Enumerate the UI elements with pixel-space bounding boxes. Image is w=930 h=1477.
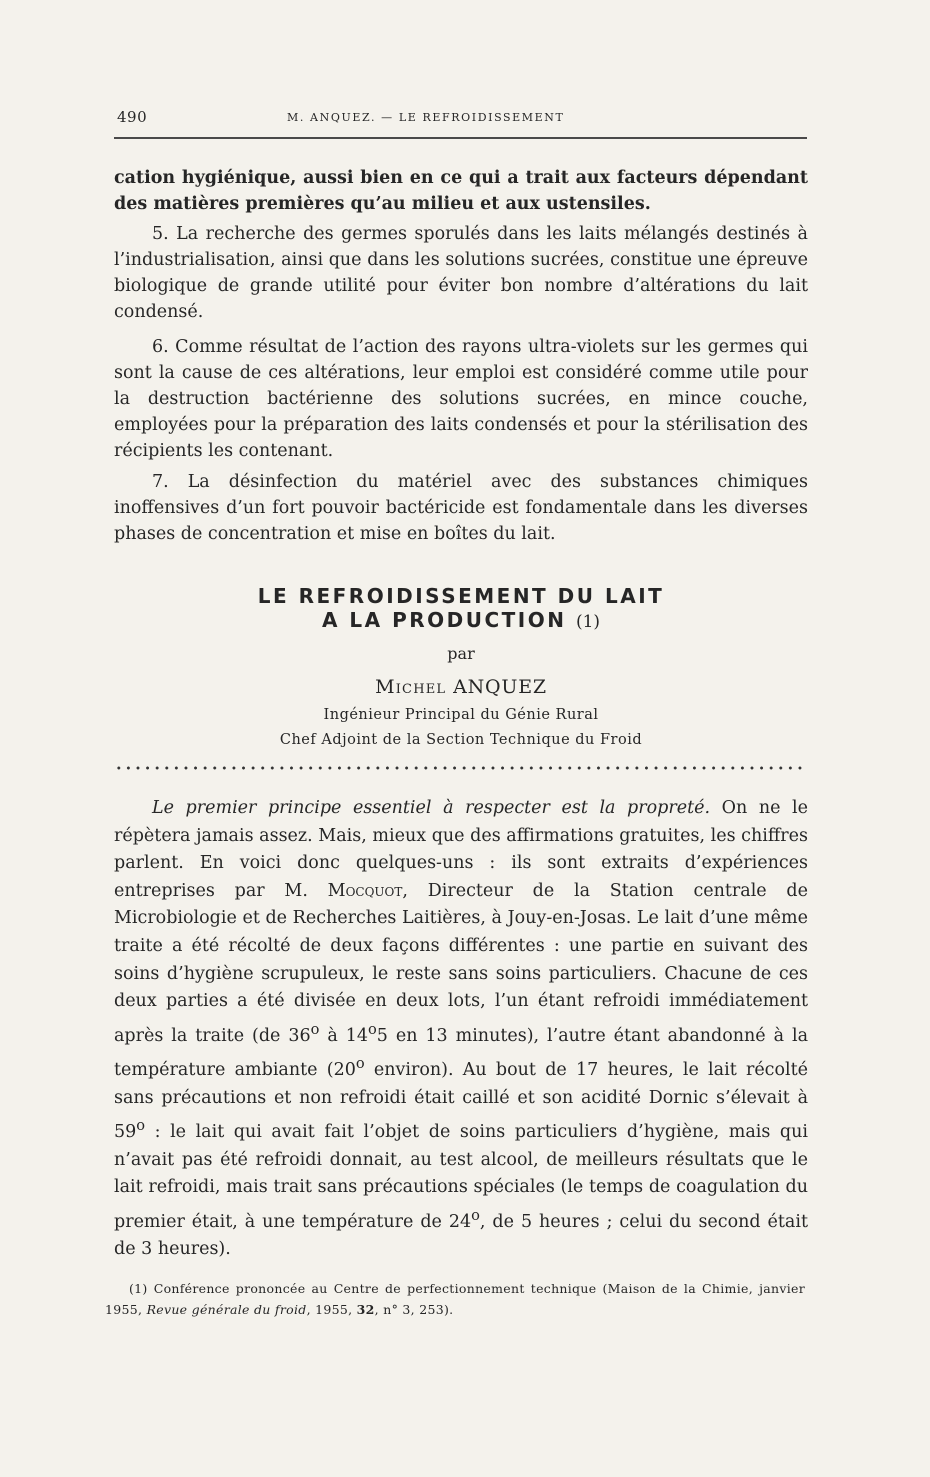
- dotted-separator: [114, 761, 808, 775]
- paragraph-5: 5. La recherche des germes sporulés dans les laits mélangés destinés à l’industrialisation, ainsi que dans les solutions sucrées, constitue une épreuve biologique de grande utilité pour éviter bon nombre d’altérations du lait condensé.: [114, 224, 808, 322]
- degree-sign: o: [136, 1117, 146, 1135]
- degree-sign: o: [310, 1020, 320, 1038]
- journal-volume: 32: [356, 1302, 375, 1317]
- article-title-line2: [114, 607, 808, 635]
- running-head: M. ANQUEZ. — LE REFROIDISSEMENT: [287, 111, 565, 124]
- byline-par: par: [447, 644, 475, 663]
- footnote-text-2: , 1955,: [306, 1302, 357, 1317]
- page-header: [117, 108, 807, 128]
- author-last-name: ANQUEZ: [453, 676, 547, 698]
- body-text-2: , Directeur de la Station centrale de Microbiologie et de Recherches Laitières, à Jouy-en-Josas. Le lait d’une même traite a été récolté de deux façons différentes : une partie en suivant des soins d’hygiène scrupuleux, le reste sans soins particuliers. Chacune de ces deux parties a été divisée en deux lots, l’un étant refroidi immédiatement après la traite (de 36: [114, 880, 808, 1046]
- body-text-4: 5 en 13 minutes), l’autre étant abandonné à la température ambiante (20: [114, 1025, 808, 1080]
- footnote-text-3: , n° 3, 253).: [374, 1302, 454, 1317]
- paragraph-intro: cation hygiénique, aussi bien en ce qui a trait aux facteurs dépendant des matières premières qu’au milieu et aux ustensiles.: [114, 168, 808, 214]
- body-text-5: environ). Au bout de 17 heures, le lait récolté sans précautions et non refroidi était caillé et son acidité Dornic s’élevait à 59: [114, 1060, 808, 1143]
- footnote-text-1: (1) Conférence prononcée au Centre de perfectionnement technique (Maison de la Chimie, janvier 1955,: [105, 1281, 805, 1317]
- affiliation-2: Chef Adjoint de la Section Technique du Froid: [279, 732, 643, 748]
- page-number: 490: [117, 108, 148, 126]
- title-text: A LA PRODUCTION: [321, 608, 567, 632]
- body-text-6: : le lait qui avait fait l’objet de soins particuliers d’hygiène, mais qui n’avait pas été refroidi donnait, au test alcool, de meilleurs résultats que le lait refroidi, mais trait sans précautions spéciales (le temps de coagulation du premier était, à une température de 24: [114, 1122, 808, 1232]
- body-text-3: à 14: [319, 1025, 368, 1046]
- body-text-7: , de 5 heures ; celui du second était de 3 heures).: [114, 1211, 808, 1260]
- paragraph-6: 6. Comme résultat de l’action des rayons ultra-violets sur les germes qui sont la cause de ces altérations, leur emploi est considéré comme utile pour la destruction bactérienne des solutions sucrées, en mince couche, employées pour la préparation des laits condensés et pour la stérilisation des récipients les contenant.: [114, 337, 808, 461]
- paragraph-7: 7. La désinfection du matériel avec des substances chimiques inoffensives d’un fort pouvoir bactéricide est fondamentale dans les diverses phases de concentration et mise en boîtes du lait.: [114, 472, 808, 544]
- affiliation-1: Ingénieur Principal du Génie Rural: [323, 707, 599, 723]
- degree-sign: o: [471, 1206, 480, 1224]
- body-text-1: On ne le répètera jamais assez. Mais, mieux que des affirmations gratuites, les chiffres parlent. En voici donc quelques-uns : ils sont extraits d’expériences entreprises par M.: [114, 798, 808, 901]
- author-name: [114, 676, 808, 698]
- article-body-paragraph: [114, 795, 808, 1264]
- person-name: Mocquot: [327, 880, 403, 901]
- lead-sentence: Le premier principe essentiel à respecter est la propreté.: [152, 798, 711, 818]
- degree-sign: o: [367, 1020, 377, 1038]
- header-rule: [114, 137, 807, 139]
- article-title-line1: LE REFROIDISSEMENT DU LAIT: [257, 584, 665, 608]
- journal-title: Revue générale du froid: [146, 1302, 307, 1317]
- title-footnote-ref: (1): [575, 612, 601, 632]
- footnote: [105, 1278, 805, 1320]
- degree-sign: o: [355, 1055, 365, 1073]
- author-first-name: Michel: [375, 676, 447, 698]
